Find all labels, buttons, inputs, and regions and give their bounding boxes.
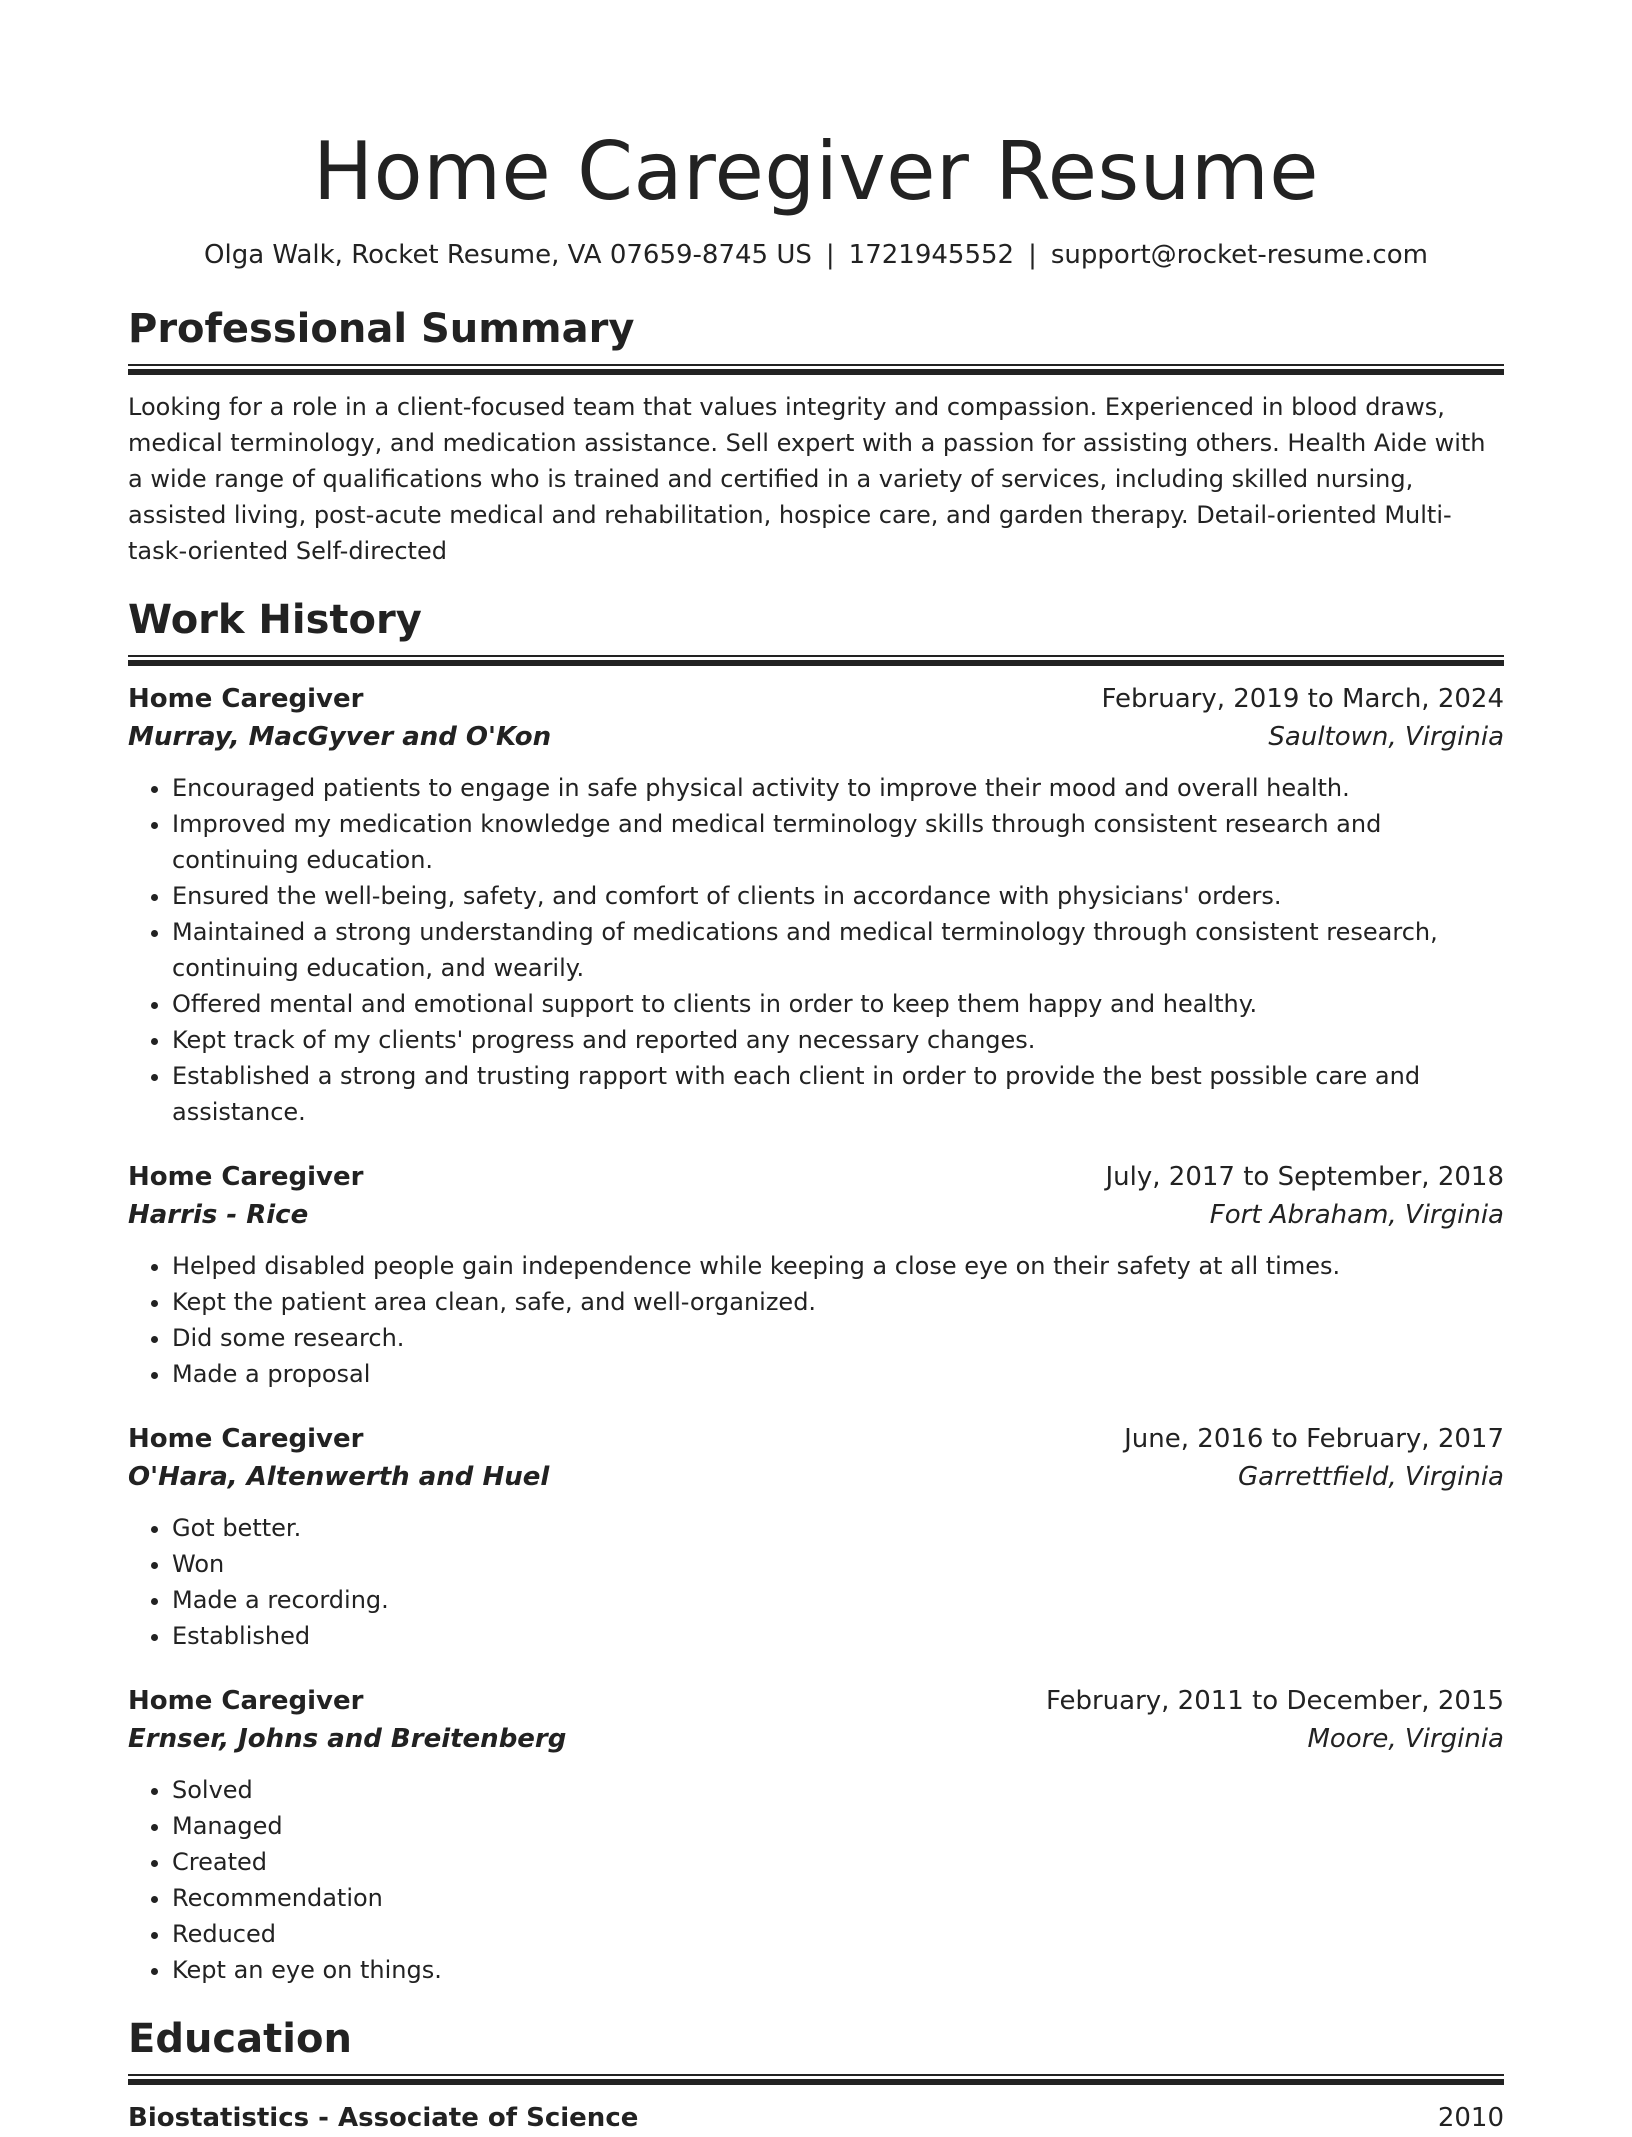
job-bullet: • Made a recording.	[172, 1582, 1504, 1618]
job-title: Home Caregiver	[128, 1424, 364, 1454]
section-divider	[128, 655, 1504, 666]
work-history-heading: Work History	[128, 597, 422, 643]
job-title: Home Caregiver	[128, 1162, 364, 1192]
job-bullet: • Ensured the well-being, safety, and comfort of clients in accordance with physicians' orders.	[172, 878, 1504, 914]
job-subheader	[128, 1458, 1504, 1496]
job-bullet: • Helped disabled people gain independence while keeping a close eye on their safety at all times.	[172, 1248, 1504, 1284]
contact-address: Olga Walk, Rocket Resume, VA 07659-8745 US	[204, 240, 812, 270]
job-dates: February, 2019 to March, 2024	[1101, 684, 1504, 714]
contact-separator: |	[1028, 240, 1037, 270]
work-history-section	[128, 595, 1504, 1988]
job-subheader	[128, 1196, 1504, 1234]
job-entry	[128, 1682, 1504, 1988]
resume-title: Home Caregiver Resume	[312, 125, 1320, 218]
job-bullet: • Solved	[172, 1772, 1504, 1808]
summary-text: Looking for a role in a client-focused team that values integrity and compassion. Experienced in blood draws, medical terminology, and medication assistance. Sell expert with a passion for assisting others. Health Aide with a wide range of qualifications who is trained and certified in a variety of services, including skilled nursing, assisted living, post-acute medical and rehabilitation, hospice care, and garden therapy. Detail-oriented Multi-task-oriented Self-directed	[128, 393, 1486, 565]
job-entry	[128, 680, 1504, 1130]
education-degree: Biostatistics - Associate of Science	[128, 2103, 639, 2133]
education-entry	[128, 2099, 1504, 2137]
job-bullet: • Established a strong and trusting rapport with each client in order to provide the best possible care and assistance.	[172, 1058, 1504, 1130]
job-bullets	[128, 1510, 1504, 1654]
job-bullets	[128, 770, 1504, 1130]
job-entry	[128, 1420, 1504, 1654]
job-bullet: • Maintained a strong understanding of medications and medical terminology through consistent research, continuing education, and wearily.	[172, 914, 1504, 986]
job-location: Garrettfield, Virginia	[1238, 1462, 1504, 1492]
job-bullet: • Offered mental and emotional support to clients in order to keep them happy and healthy.	[172, 986, 1504, 1022]
job-location: Saultown, Virginia	[1268, 722, 1504, 752]
education-section	[128, 2014, 1504, 2137]
job-location: Fort Abraham, Virginia	[1209, 1200, 1504, 1230]
job-dates: July, 2017 to September, 2018	[1105, 1162, 1504, 1192]
job-bullet: • Did some research.	[172, 1320, 1504, 1356]
job-location: Moore, Virginia	[1307, 1724, 1504, 1754]
job-bullet: • Kept the patient area clean, safe, and well-organized.	[172, 1284, 1504, 1320]
job-subheader	[128, 1720, 1504, 1758]
job-company: Murray, MacGyver and O'Kon	[128, 722, 552, 752]
job-title: Home Caregiver	[128, 1686, 364, 1716]
job-bullets	[128, 1772, 1504, 1988]
education-heading: Education	[128, 2016, 352, 2062]
contact-phone: 1721945552	[848, 240, 1015, 270]
resume-page	[128, 0, 1504, 2137]
job-company: O'Hara, Altenwerth and Huel	[128, 1462, 550, 1492]
contact-separator: |	[825, 240, 835, 270]
job-header	[128, 1420, 1504, 1458]
education-year: 2010	[1437, 2103, 1504, 2133]
job-bullet: • Reduced	[172, 1916, 1504, 1952]
job-company: Harris - Rice	[128, 1200, 309, 1230]
job-entry	[128, 1158, 1504, 1392]
job-header	[128, 680, 1504, 718]
job-bullet: • Improved my medication knowledge and medical terminology skills through consistent research and continuing education.	[172, 806, 1504, 878]
summary-section	[128, 304, 1504, 569]
job-bullets	[128, 1248, 1504, 1392]
job-bullet: • Managed	[172, 1808, 1504, 1844]
job-bullet: • Created	[172, 1844, 1504, 1880]
contact-line	[128, 238, 1504, 272]
section-divider	[128, 2074, 1504, 2085]
job-company: Ernser, Johns and Breitenberg	[128, 1724, 567, 1754]
job-dates: June, 2016 to February, 2017	[1124, 1424, 1504, 1454]
job-subheader	[128, 718, 1504, 756]
job-title: Home Caregiver	[128, 684, 364, 714]
job-bullet: • Won	[172, 1546, 1504, 1582]
job-bullet: • Made a proposal	[172, 1356, 1504, 1392]
job-bullet: • Kept track of my clients' progress and reported any necessary changes.	[172, 1022, 1504, 1058]
job-bullet: • Got better.	[172, 1510, 1504, 1546]
job-dates: February, 2011 to December, 2015	[1045, 1686, 1504, 1716]
job-bullet: • Recommendation	[172, 1880, 1504, 1916]
job-header	[128, 1158, 1504, 1196]
job-bullet: • Established	[172, 1618, 1504, 1654]
job-bullet: • Encouraged patients to engage in safe physical activity to improve their mood and overall health.	[172, 770, 1504, 806]
section-divider	[128, 364, 1504, 375]
summary-heading: Professional Summary	[128, 306, 635, 352]
job-header	[128, 1682, 1504, 1720]
contact-email[interactable]: support@rocket-resume.com	[1050, 240, 1428, 270]
job-bullet: • Kept an eye on things.	[172, 1952, 1504, 1988]
